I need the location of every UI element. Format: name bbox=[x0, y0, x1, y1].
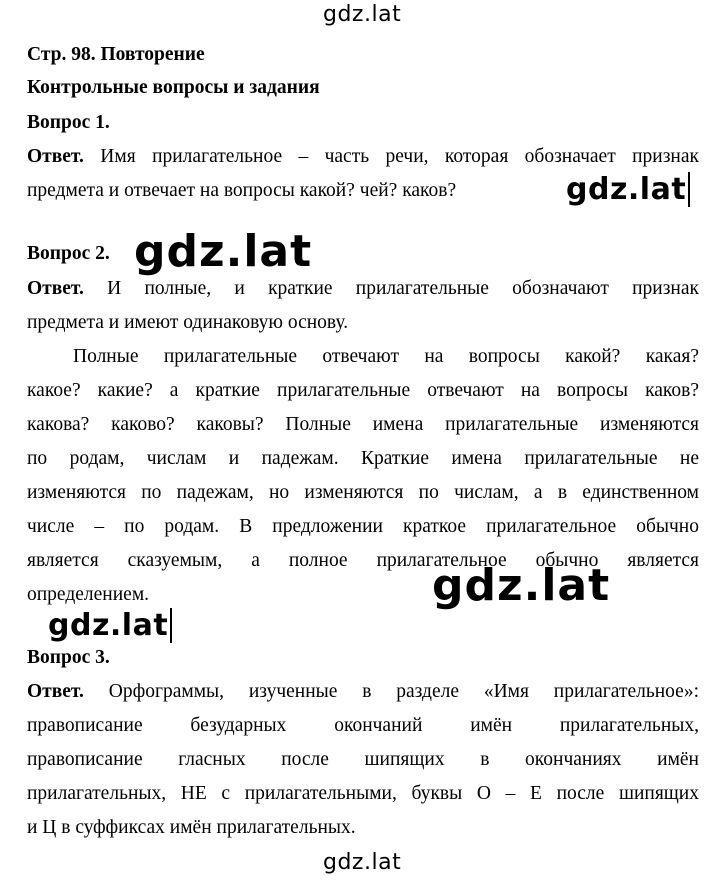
watermark-q1: gdz.lat bbox=[566, 172, 690, 207]
answer-label: Ответ. bbox=[27, 146, 84, 167]
answer-label: Ответ. bbox=[27, 278, 84, 299]
question-2-paragraph-line-3: какова? каково? каковы? Полные имена прилагательные изменяются bbox=[27, 414, 699, 435]
watermark-left: gdz.lat bbox=[48, 608, 172, 643]
question-3-answer-line-2: правописание безударных окончаний имён прилагательных, bbox=[27, 715, 699, 736]
watermark-bottom: gdz.lat bbox=[323, 850, 402, 875]
question-2-label: Вопрос 2. bbox=[27, 243, 110, 264]
question-2-paragraph-line-8: определением. bbox=[27, 584, 150, 605]
question-1-label: Вопрос 1. bbox=[27, 112, 110, 133]
watermark-center: gdz.lat bbox=[432, 560, 611, 611]
question-1-answer-line-2: предмета и отвечает на вопросы какой? чей? каков? bbox=[27, 180, 457, 201]
question-3-answer-line-1 bbox=[27, 679, 699, 705]
watermark-q2: gdz.lat bbox=[134, 226, 313, 277]
page-title: Стр. 98. Повторение bbox=[27, 44, 205, 65]
question-2-paragraph-line-7: является сказуемым, а полное прилагательное обычно является bbox=[27, 550, 699, 571]
answer-text: Орфограммы, изученные в разделе «Имя прилагательное»: bbox=[83, 681, 699, 702]
answer-text: И полные, и краткие прилагательные обозначают признак bbox=[83, 278, 699, 299]
question-2-paragraph-line-4: по родам, числам и падежам. Краткие имена прилагательные не bbox=[27, 448, 699, 469]
question-3-answer-line-4: прилагательных, НЕ с прилагательными, буквы О – Е после шипящих bbox=[27, 783, 699, 804]
answer-text: Имя прилагательное – часть речи, которая обозначает признак bbox=[83, 146, 699, 167]
question-3-answer-line-3: правописание гласных после шипящих в окончаниях имён bbox=[27, 749, 699, 770]
question-2-answer-line-2: предмета и имеют одинаковую основу. bbox=[27, 312, 349, 333]
question-2-paragraph-line-2: какое? какие? а краткие прилагательные отвечают на вопросы каков? bbox=[27, 380, 699, 401]
question-2-paragraph-line-6: числе – по родам. В предложении краткое прилагательное обычно bbox=[27, 516, 699, 537]
question-2-paragraph-line-5: изменяются по падежам, но изменяются по числам, а в единственном bbox=[27, 482, 699, 503]
question-3-label: Вопрос 3. bbox=[27, 647, 110, 668]
question-2-answer-line-1 bbox=[27, 276, 699, 302]
watermark-top: gdz.lat bbox=[323, 2, 402, 27]
question-2-paragraph-line-1: Полные прилагательные отвечают на вопросы какой? какая? bbox=[73, 346, 699, 367]
question-3-answer-line-5: и Ц в суффиксах имён прилагательных. bbox=[27, 817, 356, 838]
question-1-answer-line-1 bbox=[27, 144, 699, 170]
answer-label: Ответ. bbox=[27, 681, 84, 702]
section-subtitle: Контрольные вопросы и задания bbox=[27, 77, 320, 98]
